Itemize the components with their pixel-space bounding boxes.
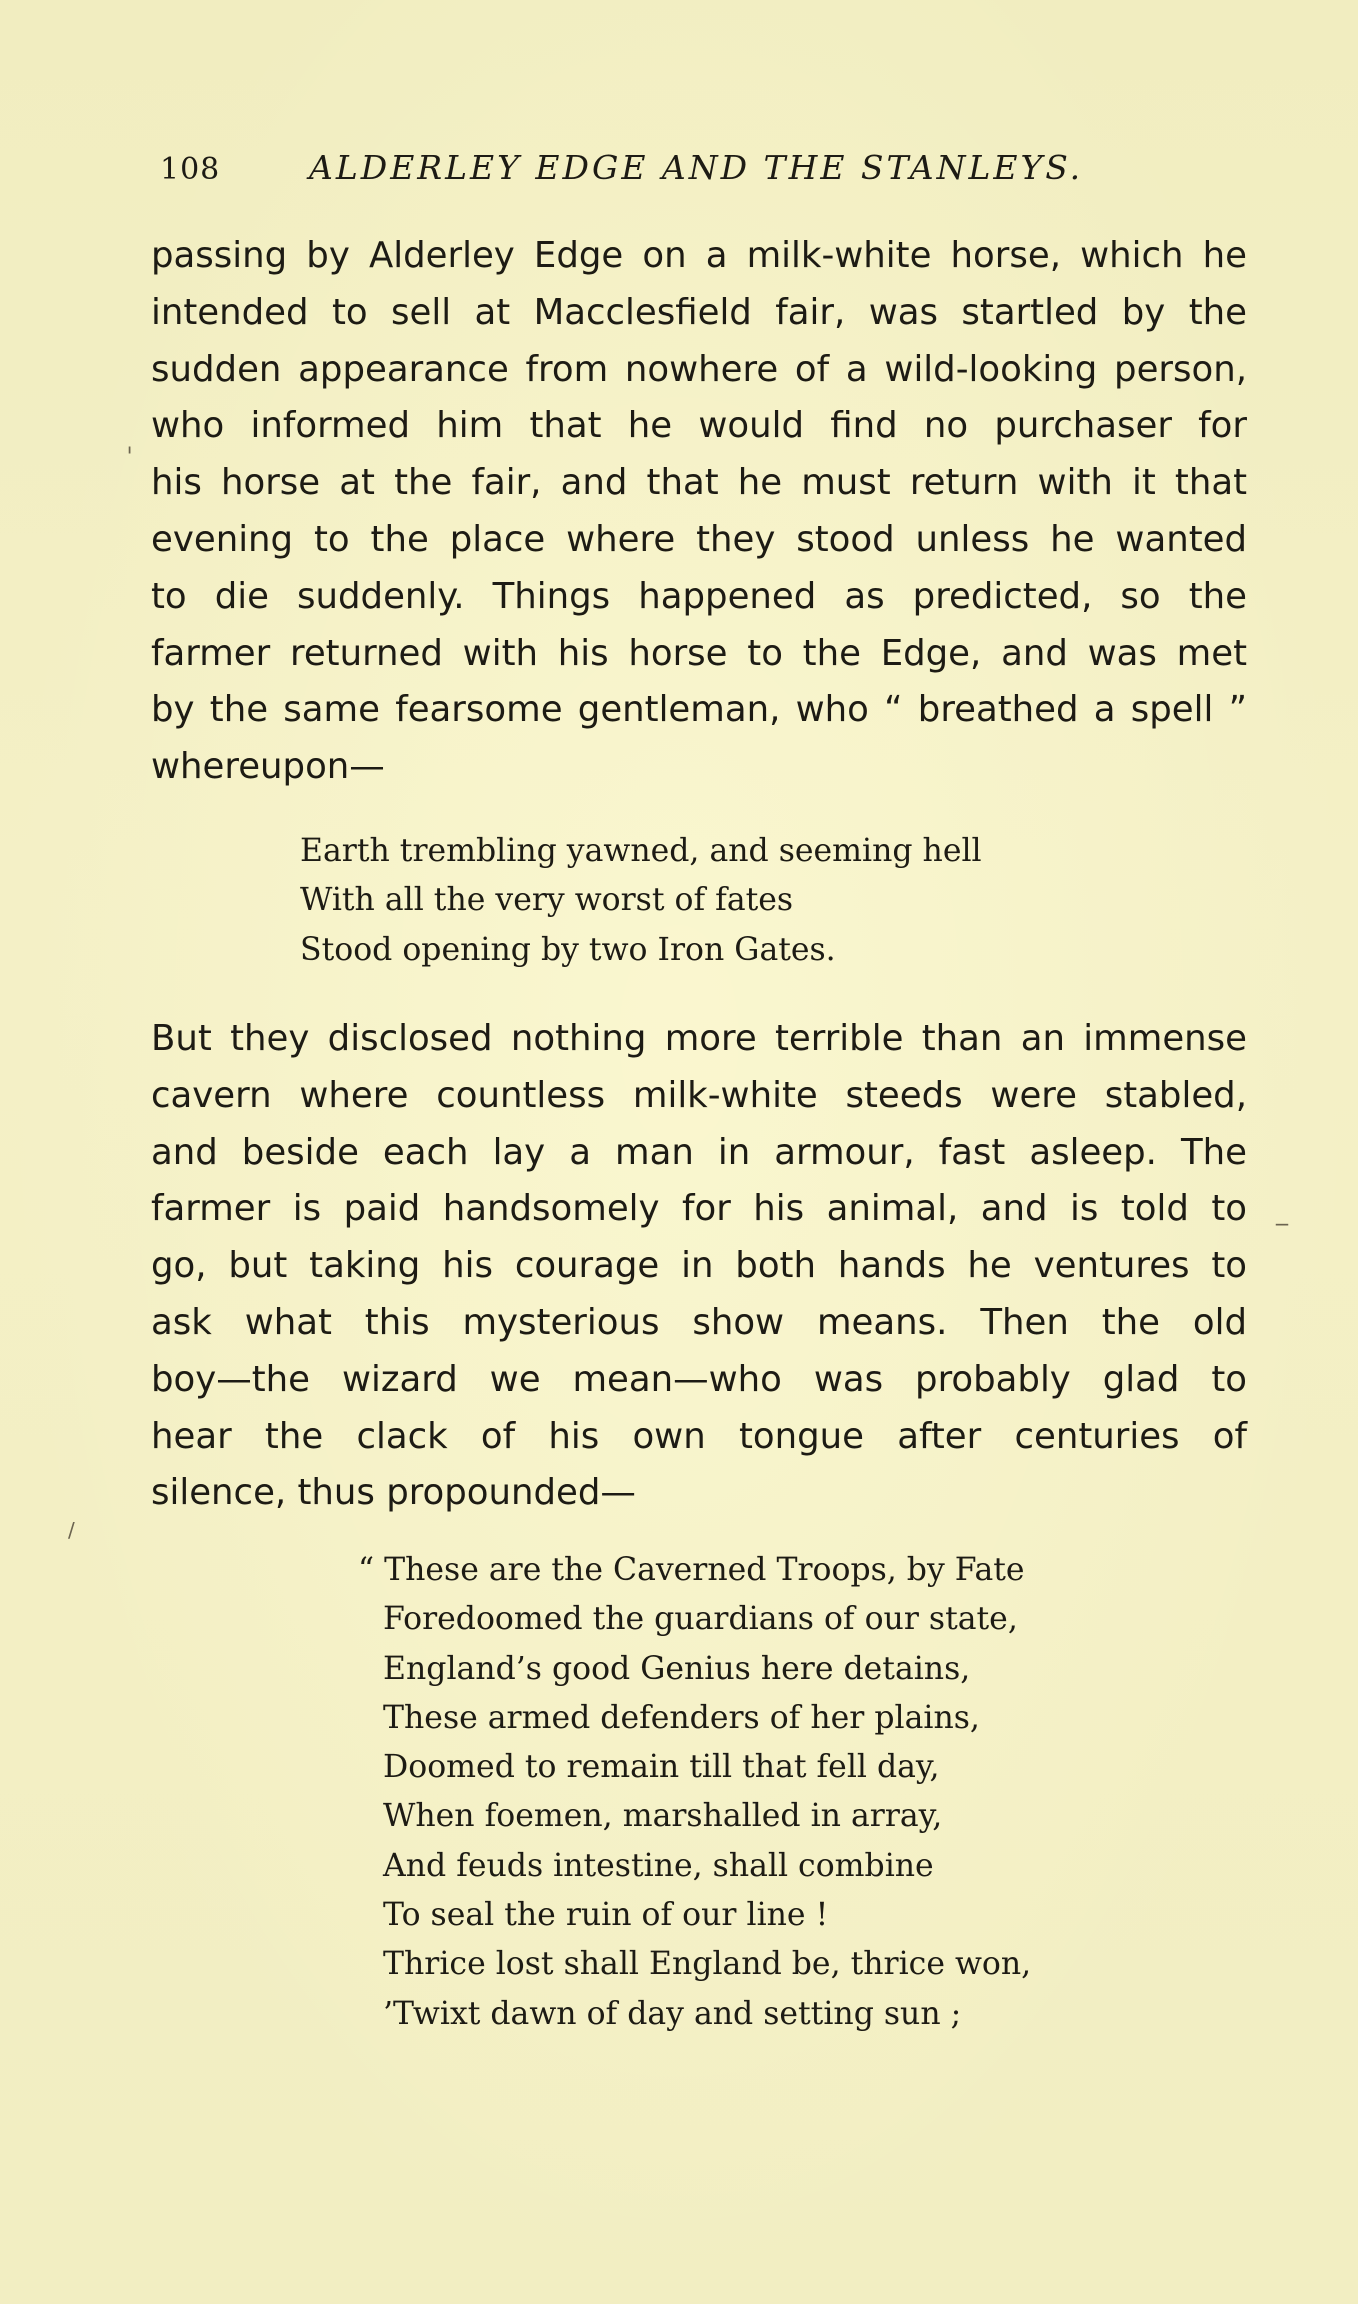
- verse-quotation-1: [300, 827, 982, 975]
- verse-line: ’Twixt dawn of day and setting sun ;: [383, 1995, 962, 2032]
- text-line: sudden appearance from nowhere of a wild-looking person,: [151, 348, 1247, 390]
- running-head: [160, 148, 1260, 192]
- verse-line: And feuds intestine, shall combine: [383, 1847, 934, 1884]
- paragraph-1: [151, 228, 1247, 796]
- verse-line: To seal the ruin of our line !: [383, 1897, 829, 1934]
- text-line: cavern where countless milk-white steeds were stabled,: [151, 1074, 1247, 1116]
- verse-line: England’s good Genius here detains,: [383, 1650, 971, 1687]
- paragraph-2: [151, 1011, 1247, 1522]
- text-line: silence, thus propounded—: [151, 1472, 636, 1514]
- text-line: by the same fearsome gentleman, who “ breathed a spell ”: [151, 689, 1247, 731]
- text-line: his horse at the fair, and that he must return with it that: [151, 462, 1247, 504]
- text-line: and beside each lay a man in armour, fast asleep. The: [151, 1131, 1247, 1173]
- text-line: who informed him that he would find no purchaser for: [151, 405, 1247, 447]
- text-line: to die suddenly. Things happened as predicted, so the: [151, 575, 1247, 617]
- verse-line: Stood opening by two Iron Gates.: [300, 931, 836, 968]
- verse-line: Thrice lost shall England be, thrice won,: [383, 1946, 1032, 1983]
- verse-line: Earth trembling yawned, and seeming hell: [300, 833, 982, 869]
- page-number: 108: [160, 152, 221, 187]
- stray-mark: _: [1276, 1198, 1288, 1226]
- text-line: But they disclosed nothing more terrible than an immense: [151, 1018, 1247, 1059]
- verse-line: When foemen, marshalled in array,: [383, 1798, 943, 1835]
- verse-line: “ These are the Caverned Troops, by Fate: [358, 1552, 1025, 1588]
- verse-line: With all the very worst of fates: [300, 882, 794, 919]
- running-title: ALDERLEY EDGE AND THE STANLEYS.: [309, 148, 1084, 187]
- text-line: whereupon—: [151, 746, 385, 788]
- text-line: go, but taking his courage in both hands he ventures to: [151, 1245, 1247, 1287]
- verse-line: Doomed to remain till that fell day,: [383, 1749, 940, 1786]
- verse-line: These armed defenders of her plains,: [383, 1699, 980, 1736]
- text-line: farmer returned with his horse to the Edge, and was met: [151, 632, 1247, 674]
- text-line: farmer is paid handsomely for his animal, and is told to: [151, 1188, 1247, 1230]
- text-line: hear the clack of his own tongue after centuries of: [151, 1415, 1247, 1457]
- text-line: intended to sell at Macclesfield fair, was startled by the: [151, 291, 1247, 333]
- stray-mark: /: [68, 1518, 75, 1542]
- text-line: ask what this mysterious show means. Then the old: [151, 1301, 1247, 1343]
- text-line: evening to the place where they stood unless he wanted: [151, 518, 1247, 560]
- verse-line: Foredoomed the guardians of our state,: [383, 1601, 1018, 1638]
- stray-mark: ˈ: [126, 443, 134, 473]
- verse-quotation-2: [358, 1546, 1031, 2039]
- text-line: passing by Alderley Edge on a milk-white horse, which he: [151, 235, 1247, 276]
- text-line: boy—the wizard we mean—who was probably glad to: [151, 1358, 1247, 1400]
